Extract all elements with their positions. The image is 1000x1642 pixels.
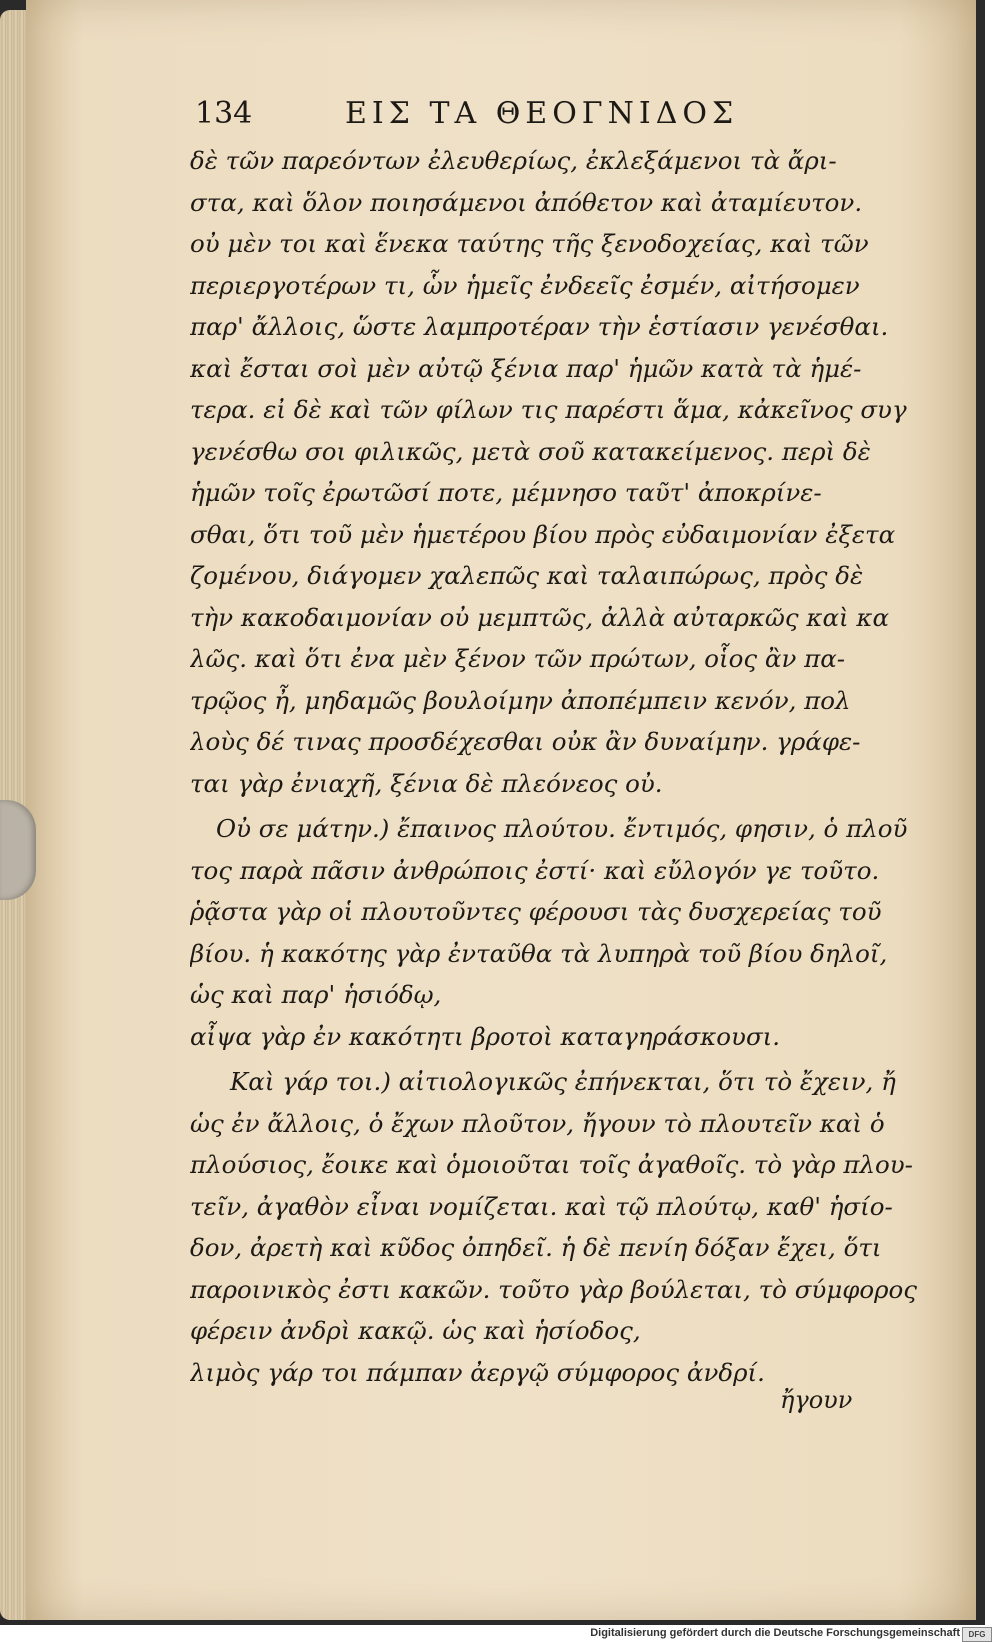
text-line: φέρειν ἀνδρὶ κακῷ. ὡς καὶ ἡσίοδος,	[190, 1316, 641, 1345]
quotation-line: αἶψα γὰρ ἐν κακότητι βροτοὶ καταγηράσκουσι.	[190, 1021, 781, 1051]
text-line: οὐ μὲν τοι καὶ ἕνεκα ταύτης τῆς ξενοδοχείας, καὶ τῶν	[190, 229, 869, 258]
quotation-line: λιμὸς γάρ τοι πάμπαν ἀεργῷ σύμφορος ἀνδρί.	[190, 1357, 765, 1387]
text-line: σθαι, ὅτι τοῦ μὲν ἡμετέρου βίου πρὸς εὐδαιμονίαν ἐξετα	[190, 519, 896, 549]
text-line: δον, ἀρετὴ καὶ κῦδος ὀπηδεῖ. ἡ δὲ πενίη δόξαν ἔχει, ὅτι	[190, 1233, 882, 1262]
text-line: στα, καὶ ὅλον ποιησάμενοι ἀπόθετον καὶ ἀταμίευτον.	[190, 187, 863, 217]
text-line: τος παρὰ πᾶσιν ἀνθρώποις ἐστί· καὶ εὔλογόν γε τοῦτο.	[190, 855, 880, 885]
text-line: λῶς. καὶ ὅτι ἐνα μὲν ξένον τῶν πρώτων, οἷος ἂν πα-	[190, 644, 846, 673]
text-line: παροινικὸς ἐστι κακῶν. τοῦτο γὰρ βούλεται, τὸ σύμφορος	[190, 1274, 918, 1304]
text-line: τὴν κακοδαιμονίαν οὐ μεμπτῶς, ἀλλὰ αὐταρκῶς καὶ κα	[190, 602, 890, 632]
text-line: βίου. ἡ κακότης γὰρ ἐνταῦθα τὰ λυπηρὰ τοῦ βίου δηλοῖ,	[190, 938, 888, 968]
text-line: περιεργοτέρων τι, ὧν ἡμεῖς ἐνδεεῖς ἐσμέν, αἰτήσομεν	[190, 270, 860, 300]
page-number: 134	[195, 96, 253, 131]
text-line: ὡς ἐν ἄλλοις, ὁ ἔχων πλοῦτον, ἤγουν τὸ πλουτεῖν καὶ ὁ	[190, 1108, 885, 1138]
text-line: ἡμῶν τοῖς ἐρωτῶσί ποτε, μέμνησο ταῦτ' ἀποκρίνε-	[190, 478, 822, 507]
text-line: παρ' ἄλλοις, ὥστε λαμπροτέραν τὴν ἑστίασιν γενέσθαι.	[190, 312, 889, 341]
text-line: ὡς καὶ παρ' ἡσιόδῳ,	[190, 980, 442, 1009]
text-line: δὲ τῶν παρεόντων ἐλευθερίως, ἐκλεξάμενοι τὰ ἄρι-	[190, 146, 837, 175]
text-line: τεῖν, ἀγαθὸν εἶναι νομίζεται. καὶ τῷ πλούτῳ, καθ' ἡσίο-	[190, 1191, 893, 1221]
text-line: καὶ ἔσται σοὶ μὲν αὐτῷ ξένια παρ' ἡμῶν κατὰ τὰ ἡμέ-	[190, 353, 862, 383]
text-line: γενέσθω σοι φιλικῶς, μετὰ σοῦ κατακείμενος. περὶ δὲ	[190, 436, 871, 466]
page-header	[195, 96, 915, 136]
text-line: τρῷος ἦ, μηδαμῶς βουλοίμην ἀποπέμπειν κενόν, πολ	[190, 685, 851, 715]
text-line: τερα. εἰ δὲ καὶ τῶν φίλων τις παρέστι ἅμα, κἀκεῖνος συγ	[190, 395, 907, 424]
text-line: ῥᾷστα γὰρ οἱ πλουτοῦντες φέρουσι τὰς δυσχερείας τοῦ	[190, 897, 882, 926]
text-line: ται γὰρ ἐνιαχῆ, ξένια δὲ πλεόνεος οὐ.	[190, 768, 663, 798]
text-line: πλούσιος, ἔοικε καὶ ὁμοιοῦται τοῖς ἀγαθοῖς. τὸ γὰρ πλου-	[190, 1150, 913, 1179]
dfg-logo: DFG	[962, 1627, 992, 1642]
text-line: λοὺς δέ τινας προσδέχεσθαι οὐκ ἂν δυναίμην. γράφε-	[190, 727, 861, 756]
commentary-text	[190, 140, 930, 1393]
book-clasp	[0, 800, 36, 900]
funding-credit: Digitalisierung gefördert durch die Deutsche Forschungsgemeinschaft	[590, 1627, 960, 1639]
paragraph-start-line: Οὐ σε μάτην.) ἔπαινος πλούτου. ἔντιμός, φησιν, ὁ πλοῦ	[216, 814, 908, 843]
catchword: ἤγουν	[780, 1386, 853, 1414]
text-line: ζομένου, διάγομεν χαλεπῶς καὶ ταλαιπώρως, πρὸς δὲ	[190, 561, 864, 590]
paragraph-start-line: Καὶ γάρ τοι.) αἰτιολογικῶς ἐπήνεκται, ὅτι τὸ ἔχειν, ἤ	[230, 1067, 896, 1096]
running-title: ΕΙΣ ΤΑ ΘΕΟΓΝΙΔΟΣ	[345, 96, 739, 131]
